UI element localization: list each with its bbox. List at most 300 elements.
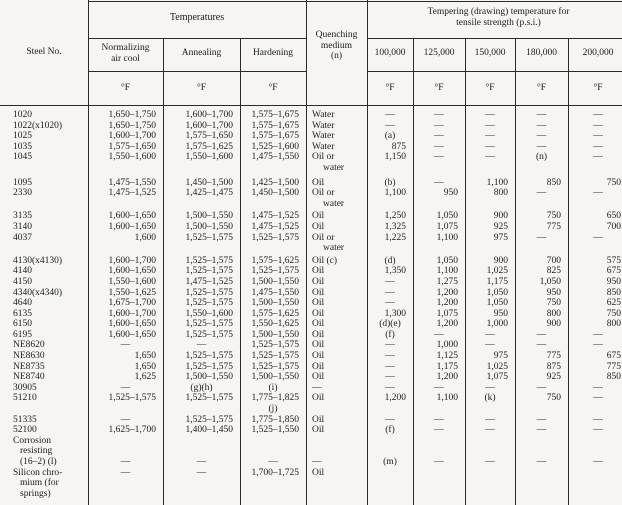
value-cell [465,478,515,489]
value-cell [367,446,413,457]
value-cell: Oil [312,425,325,436]
normalizing-line2: air cool [111,53,140,64]
steel-no-cell: 4640 [13,298,32,309]
value-cell: — [385,110,395,120]
value-cell: Oil [312,329,325,340]
value-cell: — [485,340,495,351]
value-cell: 1,150 [384,152,406,163]
value-cell: 800 [546,308,561,319]
value-cell: 1,025 [486,266,508,277]
value-cell [240,163,306,174]
value-cell: 1,525–1,575 [185,329,233,340]
value-cell [367,243,413,254]
table-row [0,383,622,394]
table-row [0,199,622,210]
value-cell: — [196,467,207,478]
table-row [0,436,622,447]
value-cell [568,163,622,174]
value-cell [240,446,306,457]
value-cell: — [593,414,603,425]
value-cell: 1,700–1,725 [251,467,299,478]
value-cell [568,436,622,447]
value-cell: 1,525–1,575 [185,255,233,266]
value-cell: — [593,120,603,131]
value-cell: 875 [546,361,561,372]
value-cell: 1,600–1,650 [108,266,156,277]
value-cell: 925 [546,372,561,383]
value-cell: — [536,188,547,199]
value-cell: — [385,120,395,131]
value-cell: Oil [312,266,325,277]
value-cell: — [434,425,444,436]
value-cell: 675 [606,266,621,277]
value-cell: — [434,414,444,425]
steel-no-cell: Silicon chro- [13,467,63,478]
value-cell: 975 [493,351,508,362]
value-cell [413,489,465,500]
value-cell: 1,600–1,650 [108,221,156,232]
value-cell: Oil (c) [312,255,338,266]
value-cell: 1,525–1,575 [185,266,233,277]
value-cell: 1,250 [384,211,406,222]
steel-no-cell: 6150 [13,319,32,330]
value-cell [413,446,465,457]
value-cell: 825 [546,266,561,277]
value-cell: — [434,131,444,142]
value-cell [568,489,622,500]
value-cell: 875 [391,141,406,152]
value-cell: 1,500–1,550 [251,329,299,340]
value-cell [515,163,568,174]
table-row [0,178,622,189]
value-cell: Oil [312,177,325,188]
value-cell [515,478,568,489]
value-cell: 1,575–1,625 [251,255,299,266]
value-cell: — [485,152,495,163]
value-cell: — [434,329,444,340]
value-cell: 1,525–1,550 [251,425,299,436]
steel-no-cell: 30905 [13,382,37,393]
value-cell: (f) [385,329,395,340]
value-cell: — [485,110,495,120]
value-cell: 1,625 [134,372,156,383]
value-cell: — [593,110,603,120]
value-cell [240,489,306,500]
value-cell: Oil [312,372,325,383]
steel-no-cell: mium (for [20,478,59,489]
value-cell [367,199,413,210]
value-cell [465,468,515,479]
value-cell: 1,600–1,700 [108,255,156,266]
value-cell: (f) [385,425,395,436]
value-cell: 1,200 [436,319,458,330]
table-body [0,107,622,499]
table-row [0,288,622,299]
value-cell: 1,275 [436,276,458,287]
value-cell: 800 [493,188,508,199]
value-cell: 1,525–1,575 [251,340,299,351]
value-cell [88,163,163,174]
steel-no-cell [0,404,88,415]
table-top-border [88,1,622,2]
value-cell [367,163,413,174]
steel-no-cell: (16–2) (l) [20,457,57,467]
value-cell: 1,200 [436,298,458,309]
value-cell [163,446,240,457]
value-cell: — [536,382,547,393]
value-cell: 750 [606,308,621,319]
value-cell: 750 [606,177,621,188]
table-row [0,478,622,489]
value-cell: — [593,232,603,243]
table-row [0,222,622,233]
value-cell: 1,575–1,625 [185,141,233,152]
header-units-rule-right [367,71,622,72]
value-cell [568,446,622,457]
steel-no-cell: 1095 [13,177,32,188]
value-cell [515,436,568,447]
value-cell [413,243,465,254]
value-cell [568,478,622,489]
value-cell: 1,100 [486,177,508,188]
value-cell: 1,550–1,625 [108,287,156,298]
value-cell [306,489,367,500]
value-cell: — [120,414,131,425]
tempering-header-line2: tensile strength (p.s.i.) [456,17,541,28]
value-cell: 850 [606,287,621,298]
value-cell [88,446,163,457]
value-cell: 1,350 [384,266,406,277]
value-cell [413,199,465,210]
value-cell: — [434,152,444,163]
psi-200000-header: 200,000 [582,48,614,58]
table-row [0,393,622,404]
table-row [0,446,622,457]
units-row [88,83,622,94]
value-cell: 950 [443,188,458,199]
steel-no-cell: 1025 [13,131,32,142]
table-row [0,121,622,132]
value-cell: Oil [312,340,325,351]
value-cell [568,468,622,479]
table-row [0,425,622,436]
value-cell: — [485,141,495,152]
value-cell: — [434,110,444,120]
value-cell: 1,450–1,500 [185,177,233,188]
steel-no-cell: 51210 [13,393,37,404]
value-cell: 1,500–1,550 [251,276,299,287]
value-cell: Water [312,141,335,152]
value-cell: 1,550–1,625 [251,319,299,330]
value-cell: — [485,329,495,340]
value-cell: — [536,340,547,351]
value-cell: — [434,382,444,393]
value-cell: 1,525–1,575 [185,393,233,404]
value-cell [367,489,413,500]
value-cell: 1,125 [436,351,458,362]
value-cell: Oil [312,319,325,330]
value-cell: 1,525–1,575 [185,351,233,362]
steel-no-cell: 51335 [13,414,37,425]
annealing-column-header: Annealing [181,48,222,58]
value-cell: 1,100 [436,266,458,277]
value-cell: 1,575–1,625 [251,308,299,319]
steel-no-cell: 6135 [13,308,32,319]
unit-psi-100000: °F [385,83,395,93]
value-cell: — [536,110,547,120]
value-cell: 1,600–1,650 [108,211,156,222]
value-cell: 1,600 [134,232,156,243]
value-cell: — [120,467,131,478]
value-cell: (m) [383,457,397,467]
value-cell: (j) [268,404,278,415]
header-units-rule-left [88,71,306,72]
value-cell: — [593,340,603,351]
value-cell [88,436,163,447]
value-cell [515,468,568,479]
value-cell: — [385,298,395,309]
table-row [0,266,622,277]
table-row [0,163,622,174]
steel-no-cell: Corrosion [13,435,51,446]
value-cell: 1,050 [486,287,508,298]
value-cell: 950 [606,276,621,287]
value-cell: 1,600–1,700 [108,308,156,319]
value-cell: 1,000 [486,319,508,330]
value-cell: — [536,329,547,340]
value-cell [240,199,306,210]
value-cell [465,436,515,447]
value-cell: 1,550–1,600 [108,152,156,163]
value-cell [240,478,306,489]
steel-no-cell: 4340(x4340) [13,287,63,298]
value-cell: 1,675–1,700 [108,298,156,309]
steel-no-cell [0,163,88,174]
value-cell: 1,650–1,750 [108,120,156,131]
value-cell [413,163,465,174]
table-row [0,298,622,309]
value-cell: — [120,382,131,393]
table-row [0,233,622,244]
steel-no-cell: 6195 [13,329,32,340]
value-cell: — [593,141,603,152]
value-cell: 1,525–1,575 [185,287,233,298]
value-cell: 1,100 [384,188,406,199]
value-cell: — [385,340,395,351]
value-cell: 1,425–1,500 [251,177,299,188]
unit-psi-200000: °F [593,83,603,93]
value-cell [88,199,163,210]
value-cell: Oil or [312,188,335,199]
value-cell: (d) [384,255,396,266]
value-cell [568,243,622,254]
value-cell: 1,600–1,700 [185,120,233,131]
value-cell [163,404,240,415]
value-cell: — [434,457,444,467]
value-cell: Oil [312,393,325,404]
value-cell: 1,050 [539,276,561,287]
value-cell: 700 [606,221,621,232]
value-cell [367,436,413,447]
value-cell [367,404,413,415]
temperatures-header: Temperatures [169,12,225,23]
value-cell: — [385,372,395,383]
value-cell: — [485,414,495,425]
table-row [0,152,622,163]
value-cell: — [120,340,131,351]
value-cell: Water [312,110,335,120]
value-cell: 1,550–1,600 [185,152,233,163]
table-row [0,211,622,222]
table-row [0,415,622,426]
value-cell [240,436,306,447]
value-cell: 1,500–1,550 [185,211,233,222]
value-cell: 1,000 [436,340,458,351]
value-cell: (i) [268,382,278,393]
psi-column-headers [367,48,622,59]
value-cell: 1,575–1,675 [251,110,299,120]
steel-no-cell: 52100 [13,425,37,436]
unit-quench-spacer [306,83,367,94]
value-cell: 1,075 [436,221,458,232]
value-cell [465,199,515,210]
value-cell: 675 [606,351,621,362]
value-cell [465,489,515,500]
value-cell: 1,600–1,650 [108,319,156,330]
table-row [0,468,622,479]
value-cell: 1,050 [436,255,458,266]
value-cell: — [434,120,444,131]
value-cell: 1,475–1,550 [108,177,156,188]
value-cell [515,446,568,457]
value-cell: 1,475–1,550 [251,152,299,163]
value-cell: 925 [493,221,508,232]
value-cell: 775 [546,351,561,362]
unit-hardening: °F [268,83,278,93]
value-cell: — [434,141,444,152]
value-cell: 800 [606,319,621,330]
value-cell: water [323,243,345,254]
psi-180000-header: 180,000 [526,48,557,58]
steel-no-cell: 3140 [13,221,32,232]
value-cell: 900 [493,255,508,266]
value-cell: water [323,162,345,173]
value-cell: 775 [606,361,621,372]
normalizing-line1: Normalizing [101,43,150,53]
value-cell: 1,600–1,700 [185,110,233,120]
value-cell: 1,050 [436,211,458,222]
value-cell: 1,225 [384,232,406,243]
value-cell: 575 [606,255,621,266]
value-cell [413,478,465,489]
tempering-header-line1: Tempering (drawing) temperature for [427,7,570,17]
value-cell: 1,525–1,575 [251,351,299,362]
value-cell: — [385,276,395,287]
value-cell [465,446,515,457]
value-cell: — [312,382,322,393]
table-row [0,277,622,288]
steel-no-cell: 4150 [13,276,32,287]
value-cell: 1,475–1,550 [251,287,299,298]
value-cell: 1,525–1,575 [185,319,233,330]
value-cell: 1,075 [436,308,458,319]
table-row [0,131,622,142]
header-subrule-left [88,38,306,39]
value-cell: (n) [535,152,548,163]
value-cell: 1,075 [486,372,508,383]
quenching-header-line2: medium [320,40,353,51]
value-cell: 1,500–1,550 [185,221,233,232]
value-cell: Oil [312,298,325,309]
value-cell: — [434,177,444,188]
value-cell [163,163,240,174]
value-cell: — [593,425,603,436]
psi-100000-header: 100,000 [374,48,406,58]
value-cell: — [593,131,603,142]
value-cell: Water [312,131,335,142]
value-cell [413,404,465,415]
steel-no-cell: 3135 [13,211,32,222]
value-cell: — [485,120,495,131]
value-cell [515,489,568,500]
value-cell: — [593,152,603,163]
value-cell: 1,200 [436,372,458,383]
value-cell [163,478,240,489]
hardening-column-header: Hardening [252,48,294,58]
value-cell: 1,650 [134,351,156,362]
value-cell: 1,325 [384,221,406,232]
value-cell: Oil or [312,232,335,243]
value-cell: — [312,457,322,467]
value-cell: 1,525–1,575 [185,361,233,372]
steel-no-cell [0,199,88,210]
value-cell [163,436,240,447]
value-cell: 975 [493,232,508,243]
value-cell: Oil [312,351,325,362]
value-cell: — [593,393,603,404]
value-cell: 1,525–1,575 [185,414,233,425]
value-cell: Oil [312,221,325,232]
table-row [0,362,622,373]
value-cell: — [485,382,495,393]
unit-normalizing: °F [120,83,131,93]
value-cell: 1,600–1,700 [108,131,156,142]
steel-no-cell: NE8740 [13,372,45,383]
value-cell: 1,475–1,525 [185,276,233,287]
quenching-medium-header [306,30,367,62]
unit-psi-125000: °F [434,83,444,93]
psi-125000-header: 125,000 [423,48,455,58]
value-cell: (b) [384,177,396,188]
steel-no-cell: resisting [20,446,53,457]
value-cell: (k) [484,393,496,404]
table-row [0,243,622,254]
steel-no-cell: 1035 [13,141,32,152]
value-cell: 750 [546,298,561,309]
value-cell: Oil [312,467,325,478]
value-cell: — [485,425,495,436]
value-cell: 1,525–1,600 [251,141,299,152]
value-cell: water [323,198,345,209]
value-cell: 1,200 [436,287,458,298]
steel-no-cell: 1020 [13,110,32,120]
table-row [0,142,622,153]
temperature-column-headers [88,43,306,64]
value-cell: — [593,382,603,393]
value-cell [465,163,515,174]
value-cell: Oil [312,211,325,222]
value-cell [568,404,622,415]
